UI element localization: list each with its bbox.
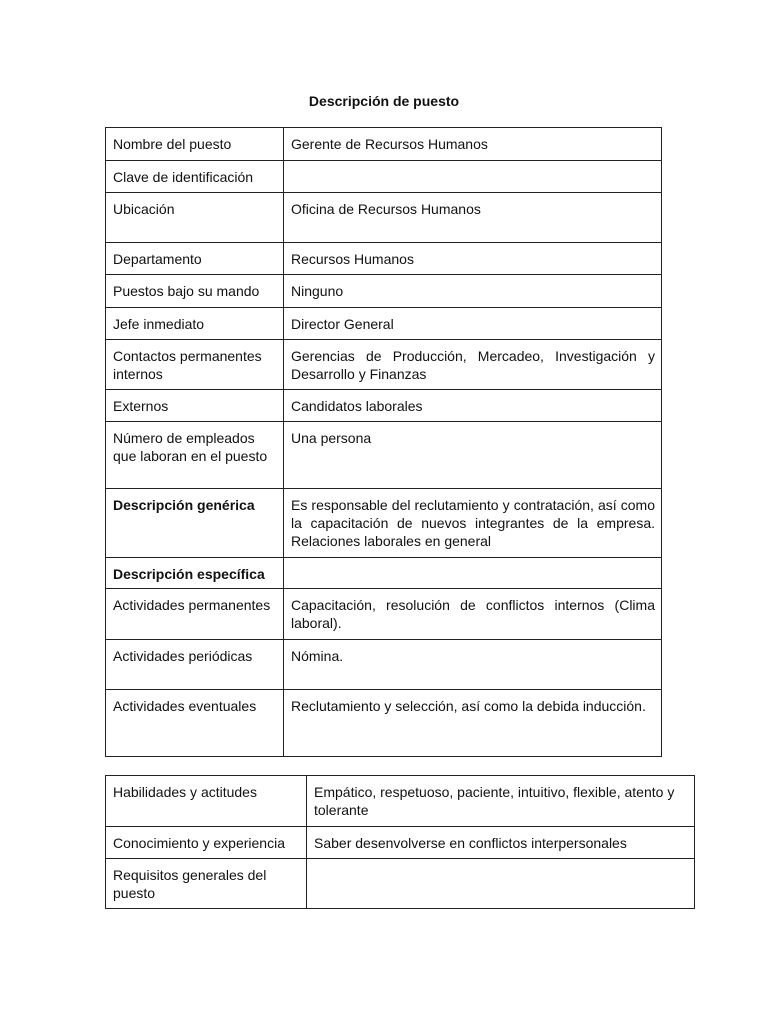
row-value — [307, 859, 695, 909]
table-row — [106, 128, 662, 161]
table-row — [106, 589, 662, 640]
row-label: Actividades periódicas — [106, 640, 284, 690]
table-row — [106, 640, 662, 690]
row-label: Contactos permanentes internos — [106, 340, 284, 390]
row-value: Saber desenvolverse en conflictos interpersonales — [307, 827, 695, 859]
row-value: Capacitación, resolución de conflictos internos (Clima laboral). — [284, 589, 662, 640]
row-label: Habilidades y actitudes — [106, 776, 307, 827]
row-label: Externos — [106, 390, 284, 422]
table-row — [106, 340, 662, 390]
row-value: Recursos Humanos — [284, 243, 662, 275]
row-label: Puestos bajo su mando — [106, 275, 284, 308]
row-label: Jefe inmediato — [106, 308, 284, 340]
job-description-table — [105, 127, 662, 757]
table-row — [106, 275, 662, 308]
row-value: Ninguno — [284, 275, 662, 308]
row-label: Actividades permanentes — [106, 589, 284, 640]
table-row — [106, 193, 662, 243]
row-value: Gerencias de Producción, Mercadeo, Investigación y Desarrollo y Finanzas — [284, 340, 662, 390]
table-row — [106, 422, 662, 489]
table-row — [106, 243, 662, 275]
row-value: Empático, respetuoso, paciente, intuitivo, flexible, atento y tolerante — [307, 776, 695, 827]
table-row — [106, 776, 695, 827]
table-row — [106, 161, 662, 193]
row-value: Es responsable del reclutamiento y contratación, así como la capacitación de nuevos integrantes de la empresa. Relaciones laborales en general — [284, 489, 662, 558]
row-label: Actividades eventuales — [106, 690, 284, 757]
table-row — [106, 827, 695, 859]
row-label: Descripción genérica — [106, 489, 284, 558]
row-label: Requisitos generales del puesto — [106, 859, 307, 909]
document-title: Descripción de puesto — [308, 93, 460, 109]
row-label: Conocimiento y experiencia — [106, 827, 307, 859]
row-label: Nombre del puesto — [106, 128, 284, 161]
table-row — [106, 859, 695, 909]
row-value: Candidatos laborales — [284, 390, 662, 422]
table-row — [106, 558, 662, 589]
row-value: Oficina de Recursos Humanos — [284, 193, 662, 243]
row-value — [284, 161, 662, 193]
table-row — [106, 390, 662, 422]
row-value: Reclutamiento y selección, así como la debida inducción. — [284, 690, 662, 757]
table-row — [106, 308, 662, 340]
row-value — [284, 558, 662, 589]
row-label: Número de empleados que laboran en el puesto — [106, 422, 284, 489]
row-value: Nómina. — [284, 640, 662, 690]
skills-requirements-table — [105, 775, 695, 909]
row-value: Director General — [284, 308, 662, 340]
row-value: Gerente de Recursos Humanos — [284, 128, 662, 161]
row-label: Descripción específica — [106, 558, 284, 589]
table-row — [106, 690, 662, 757]
table-row — [106, 489, 662, 558]
row-label: Ubicación — [106, 193, 284, 243]
row-label: Clave de identificación — [106, 161, 284, 193]
row-label: Departamento — [106, 243, 284, 275]
row-value: Una persona — [284, 422, 662, 489]
